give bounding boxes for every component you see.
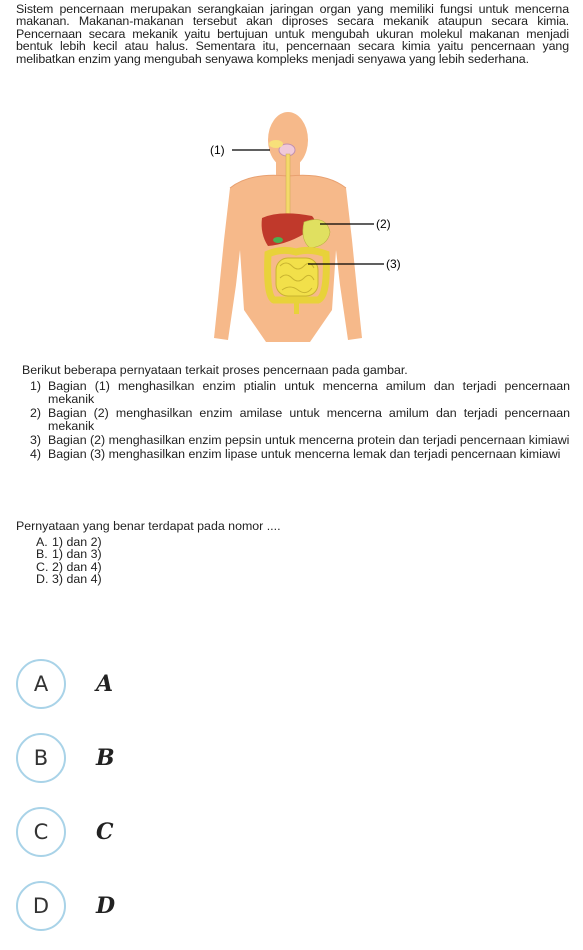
figure-label-3: (3) xyxy=(386,257,401,271)
statement-number: 2) xyxy=(30,406,42,421)
esophagus xyxy=(286,154,290,216)
option-text: 1) dan 3) xyxy=(52,547,102,562)
choice-answer-c[interactable]: C xyxy=(96,819,114,845)
statement-2 xyxy=(30,407,570,432)
rectum xyxy=(294,298,299,314)
answer-choice-a[interactable] xyxy=(16,647,576,721)
option-list xyxy=(36,536,102,586)
answer-choice-b[interactable] xyxy=(16,721,576,795)
option-text: 1) dan 2) xyxy=(52,535,102,549)
option-letter: B. xyxy=(36,547,48,562)
statement-text: Bagian (2) menghasilkan enzim amilase untuk mencerna amilum dan terjadi pencernaan mekanik xyxy=(48,406,570,433)
choice-answer-d[interactable]: D xyxy=(96,893,116,919)
answer-choices xyxy=(16,647,576,943)
option-letter: A. xyxy=(36,535,48,549)
option-d xyxy=(36,573,102,585)
answer-choice-c[interactable] xyxy=(16,795,576,869)
body-illustration xyxy=(190,110,420,345)
choice-answer-b[interactable]: B xyxy=(96,745,115,771)
statement-1 xyxy=(30,380,570,405)
statement-text: Bagian (3) menghasilkan enzim lipase untuk mencerna lemak dan terjadi pencernaan kimiawi xyxy=(48,447,561,462)
statement-text: Bagian (1) menghasilkan enzim ptialin untuk mencerna amilum dan terjadi pencernaan mekanik xyxy=(48,379,570,406)
statement-4 xyxy=(30,448,570,460)
statement-3 xyxy=(30,434,570,446)
intro-paragraph: Sistem pencernaan merupakan serangkaian jaringan organ yang memiliki fungsi untuk mencerna makanan. Makanan-makanan tersebut akan diproses secara mekanik ataupun secara kimia. Pencernaan secara mekanik yaitu bertujuan untuk mengubah ukuran molekul makanan menjadi bentuk lebih kecil atau halus. Sementara itu, pencernaan secara kimia yaitu pencernaan yang melibatkan enzim yang mengubah senyawa kompleks menjadi senyawa yang lebih sederhana. xyxy=(16,2,569,66)
mouth-part xyxy=(269,140,283,148)
figure-label-1: (1) xyxy=(210,143,225,157)
option-letter: D. xyxy=(36,572,49,587)
gallbladder xyxy=(273,237,283,243)
choice-circle-b[interactable]: B xyxy=(16,733,66,783)
option-text: 3) dan 4) xyxy=(52,572,102,587)
option-text: 2) dan 4) xyxy=(52,559,102,574)
figure-label-2: (2) xyxy=(376,217,391,231)
statement-number: 1) xyxy=(30,379,42,394)
choice-circle-d[interactable]: D xyxy=(16,881,66,931)
option-b xyxy=(36,548,102,560)
statement-number: 4) xyxy=(30,447,42,462)
choice-circle-c[interactable]: C xyxy=(16,807,66,857)
choice-circle-a[interactable]: A xyxy=(16,659,66,709)
question-prompt: Pernyataan yang benar terdapat pada nomor .... xyxy=(16,519,281,533)
question-block xyxy=(22,364,570,463)
option-letter: C. xyxy=(36,559,49,574)
statement-text: Bagian (2) menghasilkan enzim pepsin untuk mencerna protein dan terjadi pencernaan kimiawi xyxy=(48,433,570,448)
answer-choice-d[interactable] xyxy=(16,869,576,943)
digestive-system-figure xyxy=(190,110,420,345)
statement-number: 3) xyxy=(30,433,42,448)
question-lead: Berikut beberapa pernyataan terkait proses pencernaan pada gambar. xyxy=(22,363,408,377)
choice-answer-a[interactable]: A xyxy=(96,671,114,697)
